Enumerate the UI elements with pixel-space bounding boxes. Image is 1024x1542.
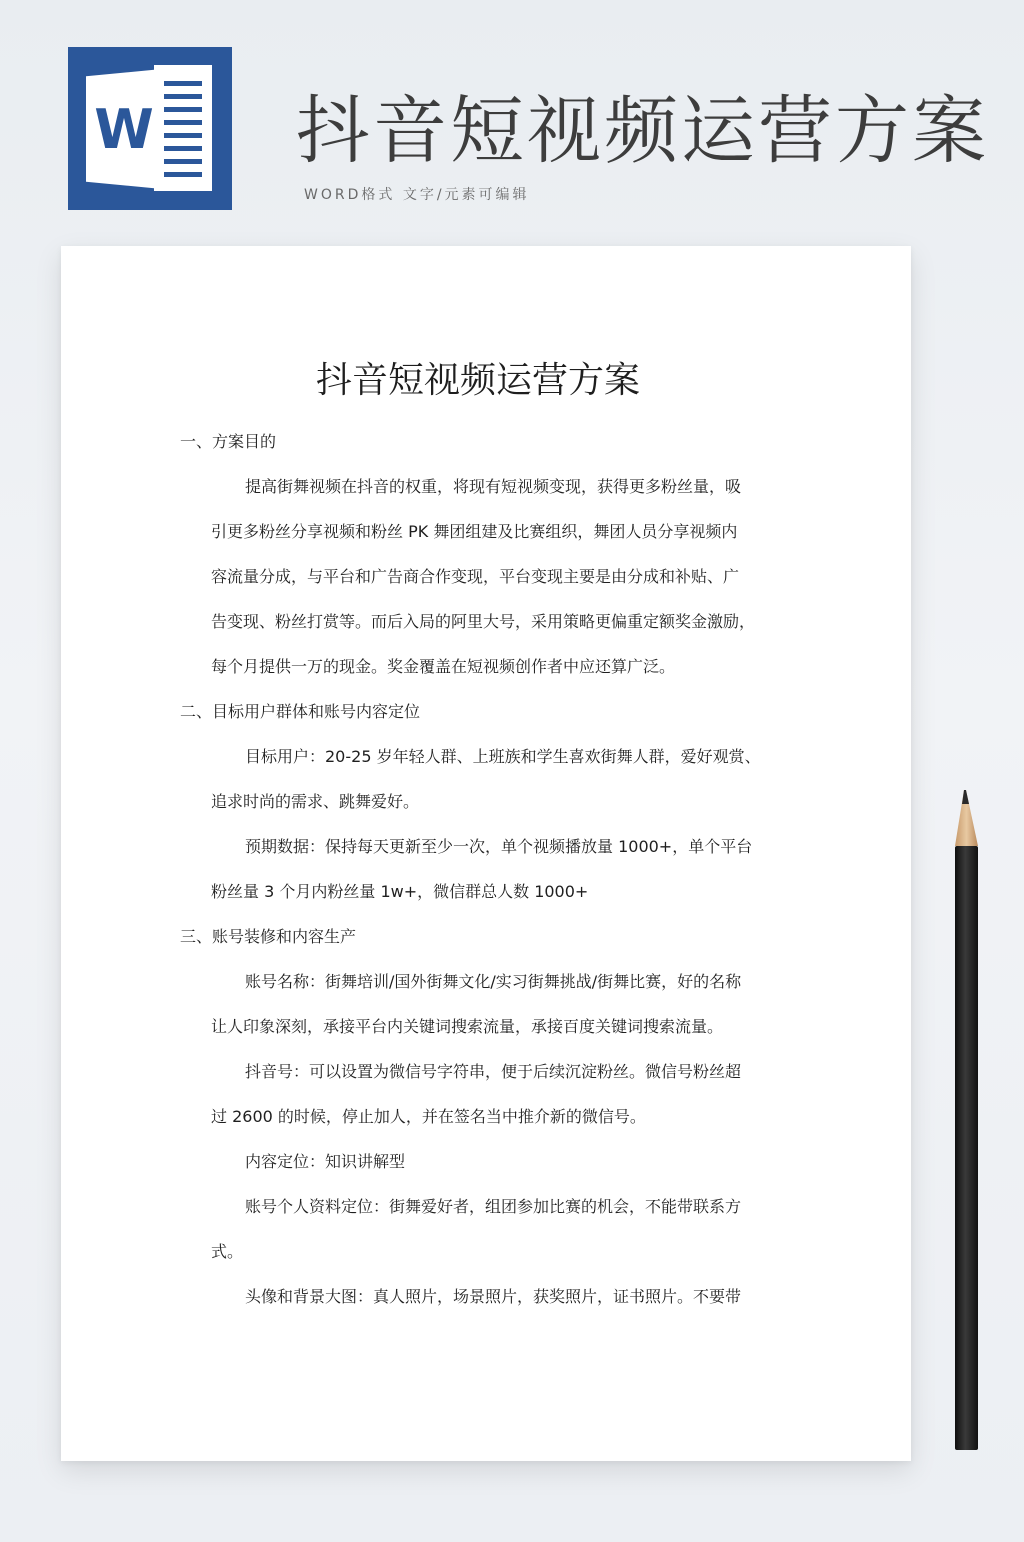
paragraph-line: 让人印象深刻，承接平台内关键词搜索流量，承接百度关键词搜索流量。	[211, 1017, 724, 1036]
logo-line	[164, 120, 202, 125]
paragraph-line: 告变现、粉丝打赏等。而后入局的阿里大号，采用策略更偏重定额奖金激励，	[211, 612, 756, 631]
logo-line	[164, 81, 202, 86]
paragraph-line: 式。	[211, 1242, 244, 1261]
logo-line	[164, 146, 202, 151]
document-page	[61, 246, 911, 1461]
section-heading: 二、目标用户群体和账号内容定位	[180, 702, 421, 721]
logo-line	[164, 159, 202, 164]
banner-subtitle: WORD格式 文字/元素可编辑	[304, 187, 530, 203]
paragraph-line: 抖音号：可以设置为微信号字符串，便于后续沉淀粉丝。微信号粉丝超	[245, 1062, 742, 1081]
document-title: 抖音短视频运营方案	[315, 360, 640, 401]
paragraph-line: 粉丝量 3 个月内粉丝量 1w+，微信群总人数 1000+	[211, 882, 589, 901]
logo-line	[164, 94, 202, 99]
paragraph-line: 预期数据：保持每天更新至少一次，单个视频播放量 1000+，单个平台	[245, 837, 753, 856]
pencil-icon	[952, 790, 984, 1452]
section-heading: 一、方案目的	[180, 432, 277, 451]
banner-title: 抖音短视频运营方案	[296, 88, 989, 174]
word-logo-icon	[68, 47, 232, 210]
logo-line	[164, 107, 202, 112]
paragraph-line: 每个月提供一万的现金。奖金覆盖在短视频创作者中应还算广泛。	[211, 657, 676, 676]
logo-letter: W	[94, 97, 154, 161]
paragraph-line: 内容定位：知识讲解型	[245, 1152, 406, 1171]
paragraph-line: 账号名称：街舞培训/国外街舞文化/实习街舞挑战/街舞比赛，好的名称	[245, 972, 742, 991]
paragraph-line: 容流量分成，与平台和广告商合作变现，平台变现主要是由分成和补贴、广	[211, 567, 740, 586]
section-heading: 三、账号装修和内容生产	[180, 927, 357, 946]
logo-line	[164, 172, 202, 177]
paragraph-line: 追求时尚的需求、跳舞爱好。	[211, 792, 420, 811]
paragraph-line: 目标用户：20-25 岁年轻人群、上班族和学生喜欢街舞人群，爱好观赏、	[245, 747, 761, 766]
paragraph-line: 过 2600 的时候，停止加人，并在签名当中推介新的微信号。	[211, 1107, 646, 1126]
paragraph-line: 头像和背景大图：真人照片，场景照片，获奖照片，证书照片。不要带	[245, 1287, 742, 1306]
logo-line	[164, 133, 202, 138]
paragraph-line: 账号个人资料定位：街舞爱好者，组团参加比赛的机会，不能带联系方	[245, 1197, 742, 1216]
paragraph-line: 引更多粉丝分享视频和粉丝 PK 舞团组建及比赛组织，舞团人员分享视频内	[211, 522, 738, 541]
paragraph-line: 提高街舞视频在抖音的权重，将现有短视频变现，获得更多粉丝量，吸	[245, 477, 742, 496]
